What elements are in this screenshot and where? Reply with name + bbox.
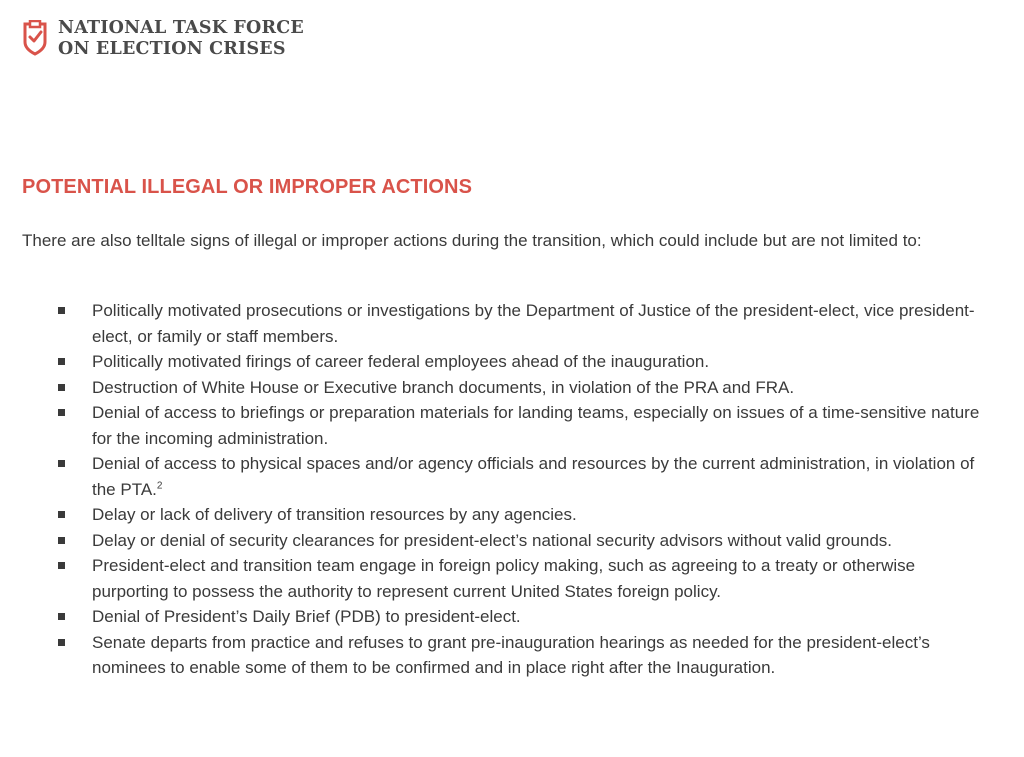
list-item: [58, 502, 988, 528]
list-item: [58, 630, 988, 681]
bullet-marker: [58, 511, 65, 518]
list-item-text: Delay or denial of security clearances for president-elect’s national security advisors without valid grounds.: [92, 530, 893, 550]
list-item-text: Politically motivated firings of career federal employees ahead of the inauguration.: [92, 352, 710, 371]
bullet-list: [58, 298, 988, 681]
bullet-marker: [58, 639, 65, 646]
list-item: [58, 298, 988, 349]
list-item: [58, 400, 988, 451]
org-header: [22, 18, 304, 60]
bullet-marker: [58, 460, 65, 467]
list-item: [58, 349, 988, 375]
bullet-marker: [58, 562, 65, 569]
intro-paragraph: There are also telltale signs of illegal or improper actions during the transition, which could include but are not limited to:: [22, 231, 922, 250]
list-item-text: Denial of access to briefings or preparation materials for landing teams, especially on issues of a time-sensitive nature for the incoming administration.: [92, 403, 980, 448]
list-item-text: President-elect and transition team engage in foreign policy making, such as agreeing to a treaty or otherwise purporting to possess the authority to represent current United States foreign policy.: [92, 556, 916, 601]
org-name-line1: NATIONAL TASK FORCE: [58, 18, 304, 38]
org-name: [58, 18, 304, 60]
list-item: [58, 375, 988, 401]
list-item: [58, 553, 988, 604]
list-item: [58, 451, 988, 502]
list-item-text: Senate departs from practice and refuses to grant pre-inauguration hearings as needed for the president-elect’s nominees to enable some of them to be confirmed and in place right after the Inauguration.: [92, 632, 930, 677]
bullet-marker: [58, 384, 65, 391]
bullet-marker: [58, 409, 65, 416]
org-name-line2: ON ELECTION CRISES: [58, 39, 286, 59]
list-item-text: Denial of President’s Daily Brief (PDB) to president-elect.: [92, 607, 521, 626]
list-item-text: Denial of access to physical spaces and/or agency officials and resources by the current administration, in violation of the PTA.: [92, 454, 975, 499]
bullet-marker: [58, 613, 65, 620]
list-item-text: Destruction of White House or Executive branch documents, in violation of the PRA and FRA.: [92, 377, 795, 397]
ballot-shield-icon: [22, 20, 48, 56]
list-item-text: Delay or lack of delivery of transition resources by any agencies.: [92, 505, 577, 524]
bullet-marker: [58, 307, 65, 314]
list-item-text: Politically motivated prosecutions or investigations by the Department of Justice of the president-elect, vice president-elect, or family or staff members.: [92, 301, 975, 346]
list-item: [58, 528, 988, 554]
section-title: POTENTIAL ILLEGAL OR IMPROPER ACTIONS: [22, 176, 473, 198]
bullet-marker: [58, 537, 65, 544]
footnote-link[interactable]: 2: [156, 479, 163, 491]
bullet-marker: [58, 358, 65, 365]
list-item: [58, 604, 988, 630]
